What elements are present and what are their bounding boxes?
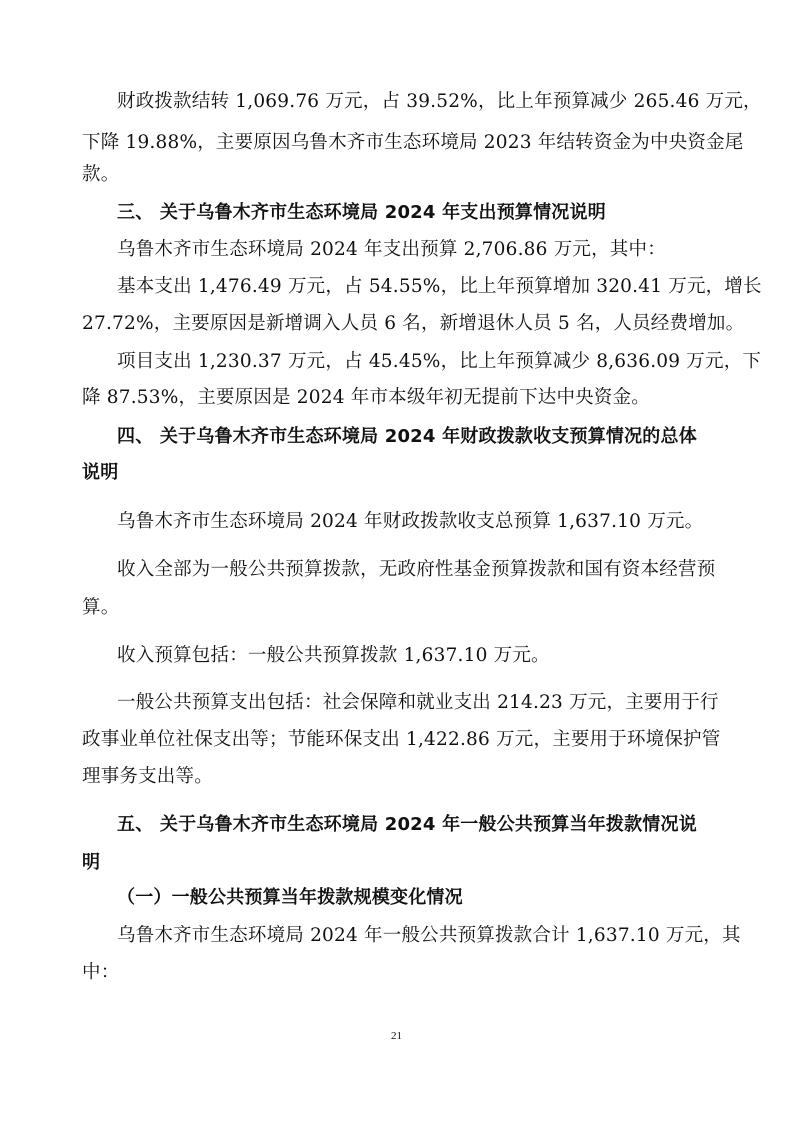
paragraph-line: 下降 19.88%，主要原因乌鲁木齐市生态环境局 2023 年结转资金为中央资金尾 bbox=[82, 132, 744, 153]
section-heading: 四、 关于乌鲁木齐市生态环境局 2024 年财政拨款收支预算情况的总体 bbox=[117, 426, 697, 447]
section-heading: 明 bbox=[82, 852, 101, 873]
paragraph-line: 收入全部为一般公共预算拨款，无政府性基金预算拨款和国有资本经营预 bbox=[117, 559, 716, 580]
paragraph-line: 27.72%，主要原因是新增调入人员 6 名，新增退休人员 5 名，人员经费增加。 bbox=[82, 313, 745, 334]
paragraph-line: 一般公共预算支出包括：社会保障和就业支出 214.23 万元，主要用于行 bbox=[117, 692, 719, 713]
section-heading: 说明 bbox=[82, 462, 119, 483]
paragraph-line: 基本支出 1,476.49 万元，占 54.55%，比上年预算增加 320.41 万元，增长 bbox=[117, 276, 762, 297]
page-number: 21 bbox=[391, 1030, 402, 1042]
paragraph-line: 理事务支出等。 bbox=[82, 766, 213, 787]
paragraph-line: 中： bbox=[82, 962, 120, 983]
paragraph-line: 降 87.53%，主要原因是 2024 年市本级年初无提前下达中央资金。 bbox=[82, 387, 650, 408]
paragraph-line: 乌鲁木齐市生态环境局 2024 年支出预算 2,706.86 万元，其中： bbox=[117, 239, 666, 260]
paragraph-line: 款。 bbox=[82, 164, 120, 185]
paragraph-line: 算。 bbox=[82, 597, 120, 618]
paragraph-line: 乌鲁木齐市生态环境局 2024 年财政拨款收支总预算 1,637.10 万元。 bbox=[117, 511, 704, 532]
paragraph-line: 政事业单位社保支出等；节能环保支出 1,422.86 万元，主要用于环境保护管 bbox=[82, 729, 721, 750]
paragraph-line: 财政拨款结转 1,069.76 万元，占 39.52%，比上年预算减少 265.46 万元， bbox=[117, 91, 762, 112]
paragraph-line: 收入预算包括：一般公共预算拨款 1,637.10 万元。 bbox=[117, 645, 550, 666]
section-heading: 三、 关于乌鲁木齐市生态环境局 2024 年支出预算情况说明 bbox=[117, 202, 606, 223]
subsection-heading: （一）一般公共预算当年拨款规模变化情况 bbox=[117, 887, 463, 908]
paragraph-line: 项目支出 1,230.37 万元，占 45.45%，比上年预算减少 8,636.09 万元，下 bbox=[117, 351, 762, 372]
section-heading: 五、 关于乌鲁木齐市生态环境局 2024 年一般公共预算当年拨款情况说 bbox=[117, 814, 697, 835]
paragraph-line: 乌鲁木齐市生态环境局 2024 年一般公共预算拨款合计 1,637.10 万元，其 bbox=[117, 925, 741, 946]
